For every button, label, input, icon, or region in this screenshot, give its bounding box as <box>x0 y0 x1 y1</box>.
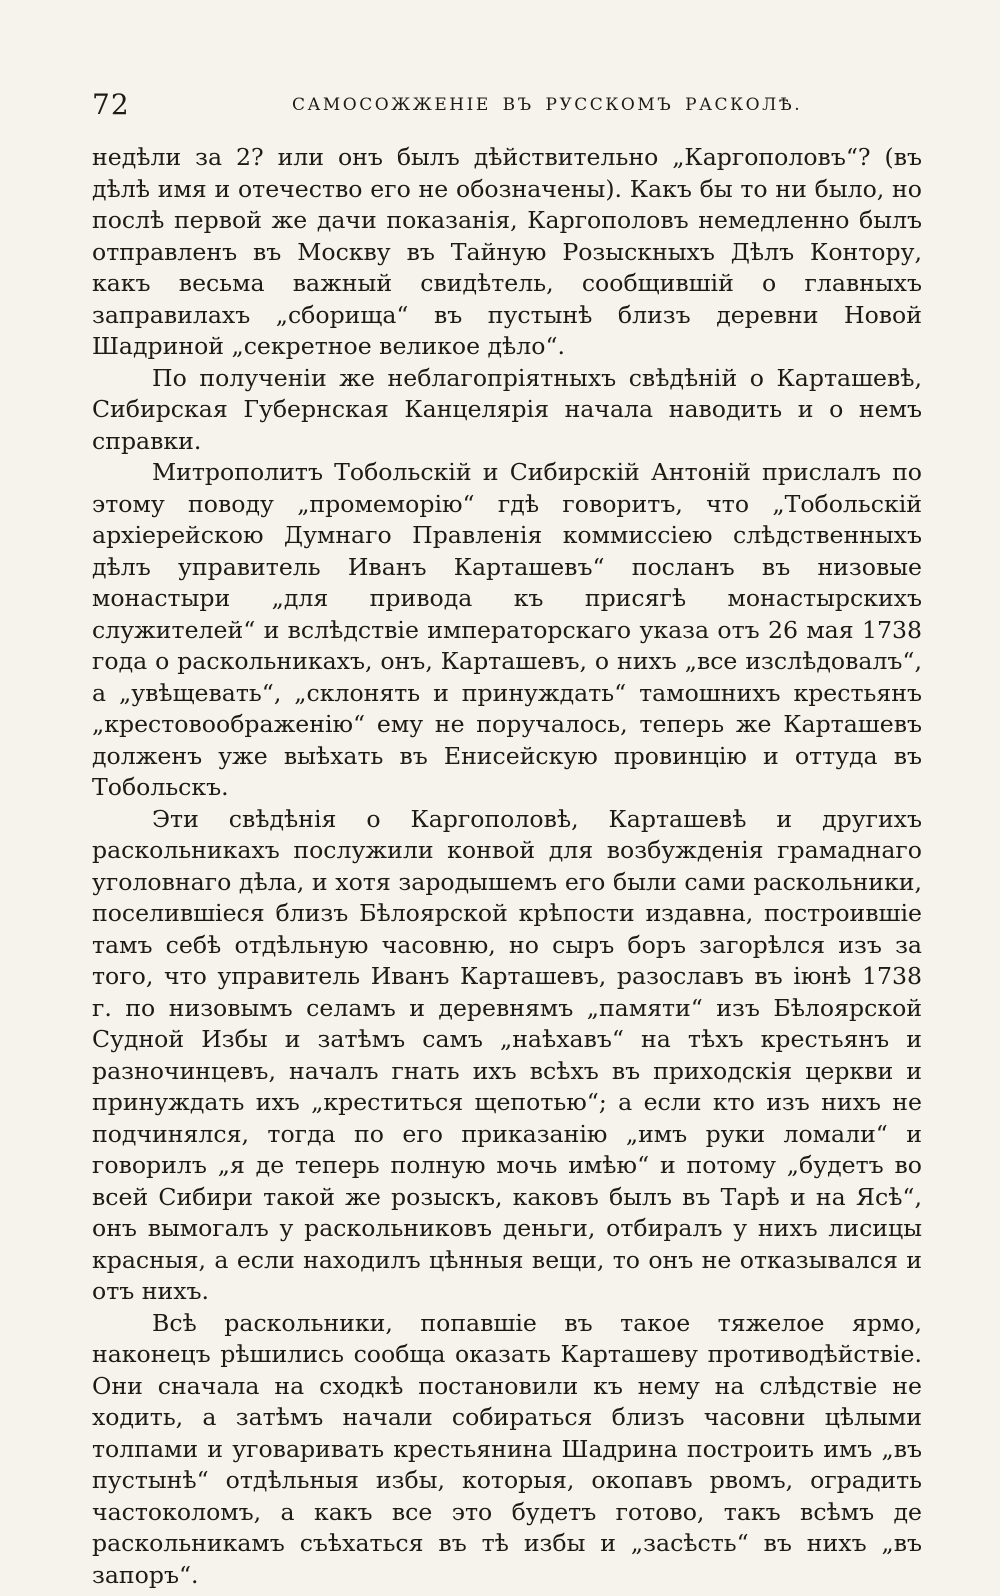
paragraph: недѣли за 2? или онъ былъ дѣйствительно „Каргополовъ“? (въ дѣлѣ имя и отечество его не обозначены). Какъ бы то ни было, но послѣ первой же дачи показанія, Каргополовъ немедленно былъ отправленъ въ Москву въ Тайную Розыскныхъ Дѣлъ Контору, какъ весьма важный свидѣтель, сообщившій о главныхъ заправилахъ „сборища“ въ пустынѣ близъ деревни Новой Шадриной „секретное великое дѣло“. <box>92 143 922 360</box>
paragraph: Всѣ раскольники, попавшіе въ такое тяжелое ярмо, наконецъ рѣшились сообща оказать Карташеву противодѣйствіе. Они сначала на сходкѣ постановили къ нему на слѣдствіе не ходить, а затѣмъ начали собираться близъ часовни цѣлыми толпами и уговаривать крестьянина Шадрина построить имъ „въ пустынѣ“ отдѣльныя избы, которыя, окопавъ рвомъ, оградить частоколомъ, а какъ все это будетъ готово, такъ всѣмъ де раскольникамъ съѣхаться въ тѣ избы и „засѣсть“ въ нихъ „въ запоръ“. <box>92 1308 922 1589</box>
paragraph: Митрополитъ Тобольскій и Сибирскій Антоній прислалъ по этому поводу „промеморію“ гдѣ говоритъ, что „Тобольскій архіерейскою Думнаго Правленія коммиссіею слѣдственныхъ дѣлъ управитель Иванъ Карташевъ“ посланъ въ низовые монастыри „для привода къ присягѣ монастырскихъ служителей“ и вслѣдствіе императорскаго указа отъ 26 мая 1738 года о раскольникахъ, онъ, Карташевъ, о нихъ „все изслѣдовалъ“, а „увѣщевать“, „склонять и принуждать“ тамошнихъ крестьянъ „крестовоображенію“ ему не поручалось, теперь же Карташевъ долженъ уже выѣхать въ Енисейскую провинцію и оттуда въ Тобольскъ. <box>92 458 922 801</box>
running-head: САМОСОЖЖЕНІЕ ВЪ РУССКОМЪ РАСКОЛѢ. <box>292 95 803 115</box>
page-header <box>92 78 924 128</box>
paragraph: По полученіи же неблагопріятныхъ свѣдѣній о Карташевѣ, Сибирская Губернская Канцелярія начала наводить и о немъ справки. <box>92 363 922 455</box>
body-text <box>92 142 922 1591</box>
paragraph: Эти свѣдѣнія о Каргополовѣ, Карташевѣ и другихъ раскольникахъ послужили конвой для возбужденія грамаднаго уголовнаго дѣла, и хотя зародышемъ его были сами раскольники, поселившіеся близъ Бѣлоярской крѣпости издавна, построившіе тамъ себѣ отдѣльную часовню, но сыръ боръ загорѣлся изъ за того, что управитель Иванъ Карташевъ, разославъ въ іюнѣ 1738 г. по низовымъ селамъ и деревнямъ „памяти“ изъ Бѣлоярской Судной Избы и затѣмъ самъ „наѣхавъ“ на тѣхъ крестьянъ и разночинцевъ, началъ гнать ихъ всѣхъ въ приходскія церкви и принуждать ихъ „креститься щепотью“; а если кто изъ нихъ не подчинялся, тогда по его приказанію „имъ руки ломали“ и говорилъ „я де теперь полную мочь имѣю“ и потому „будетъ во всей Сибири такой же розыскъ, каковъ былъ въ Тарѣ и на Ясѣ“, онъ вымогалъ у раскольниковъ деньги, отбиралъ у нихъ лисицы красныя, а если находилъ цѣнныя вещи, то онъ не отказывался и отъ нихъ. <box>92 804 922 1305</box>
page-number: 72 <box>92 88 130 121</box>
